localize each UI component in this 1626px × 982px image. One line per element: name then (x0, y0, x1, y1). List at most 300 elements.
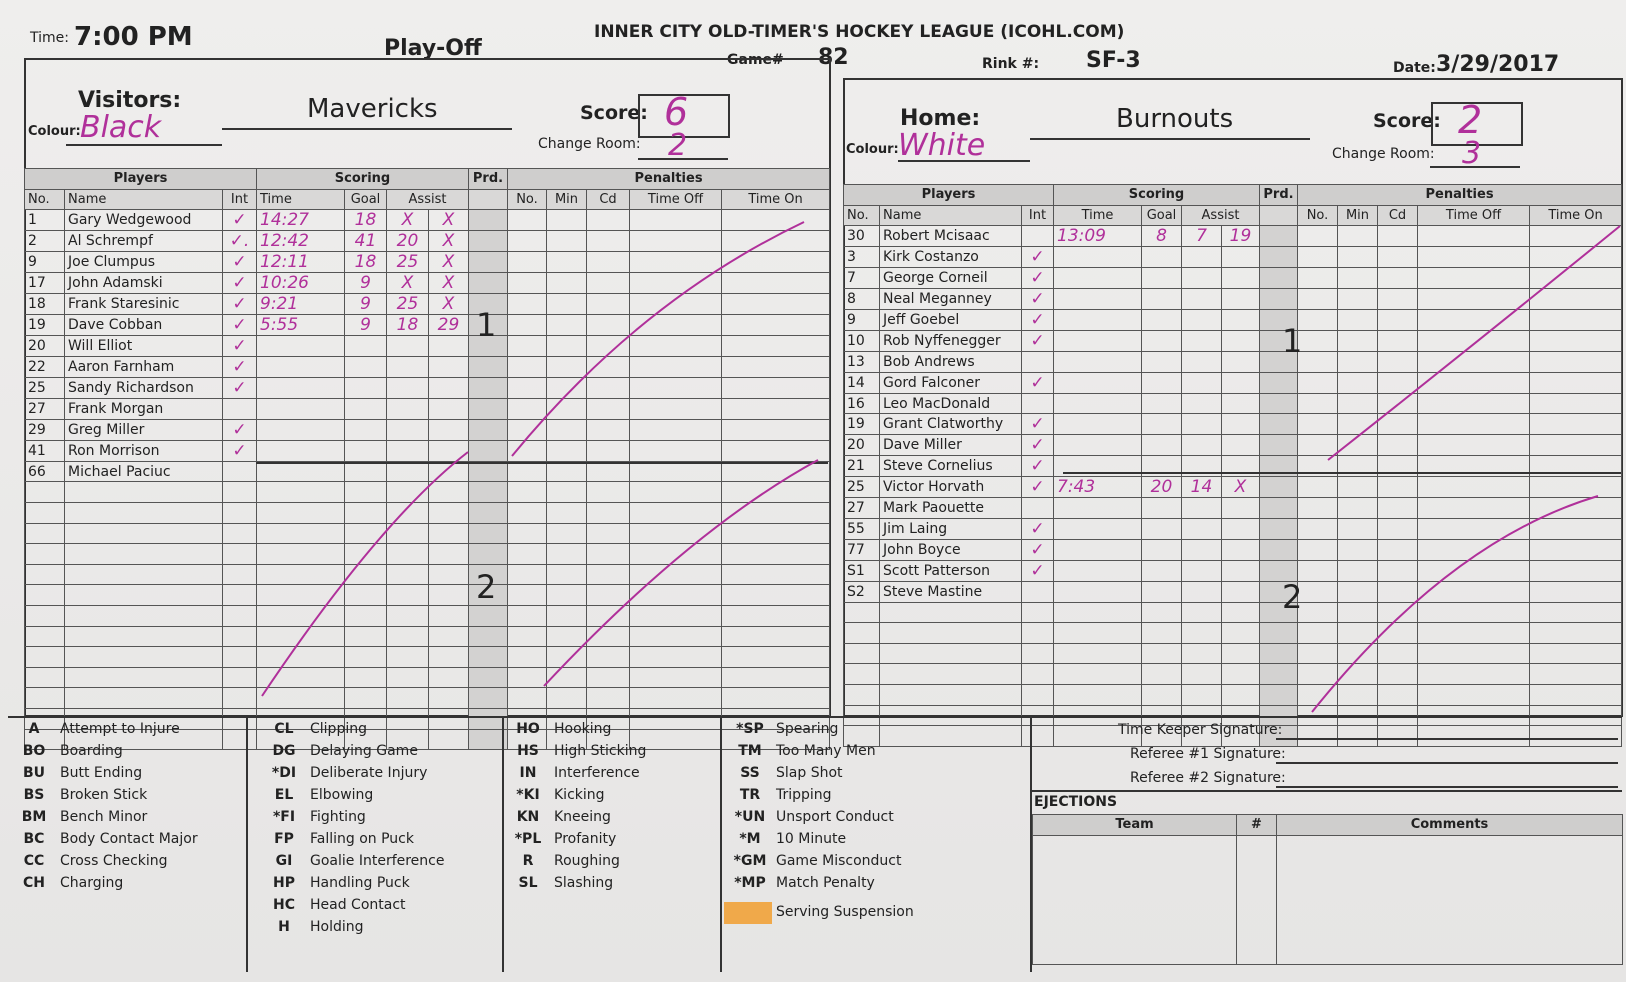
penalty-description: Interference (554, 765, 640, 781)
penalty-description: Clipping (310, 721, 367, 737)
scoring-caption: Scoring (257, 169, 469, 190)
home-colour-label: Colour: (846, 142, 899, 157)
player-name: Joe Clumpus (65, 252, 223, 273)
player-name: Sandy Richardson (65, 378, 223, 399)
goal-time: 7:43 (1054, 477, 1142, 498)
penalty-code: *DI (271, 765, 297, 781)
player-number: 77 (844, 539, 880, 560)
player-intent: ✓ (223, 336, 257, 357)
ejections-num-cell[interactable] (1237, 835, 1277, 964)
ejections-team-cell[interactable] (1033, 835, 1237, 964)
penalty-code: *GM (733, 853, 767, 869)
player-name: John Adamski (65, 273, 223, 294)
goal-time: 14:27 (257, 210, 345, 231)
col-assist: Assist (1182, 205, 1260, 226)
visitors-team: Mavericks (307, 94, 438, 124)
rink-value: SF-3 (1086, 48, 1141, 73)
penalty-code: FP (274, 831, 294, 847)
col-goal: Goal (345, 189, 387, 210)
player-intent: ✓ (223, 315, 257, 336)
col-time: Time (1054, 205, 1142, 226)
date-value: 3/29/2017 (1436, 52, 1560, 77)
penalty-code: CH (23, 875, 45, 891)
penalty-codes-col4 (728, 718, 905, 894)
penalty-code: R (522, 853, 534, 869)
player-number: S1 (844, 560, 880, 581)
goal-scorer: 9 (345, 315, 387, 336)
void-stroke (1312, 496, 1598, 712)
player-number: 29 (25, 419, 65, 440)
penalty-description: Cross Checking (60, 853, 168, 869)
legend-divider (502, 716, 504, 972)
goal-time: 12:11 (257, 252, 345, 273)
penalty-description: Tripping (776, 787, 832, 803)
void-stroke (512, 222, 804, 456)
penalty-codes-col2 (262, 718, 448, 938)
assist-1: 14 (1182, 477, 1222, 498)
player-intent: ✓ (1022, 477, 1054, 498)
goal-scorer: 18 (345, 210, 387, 231)
col-time-off: Time Off (1418, 205, 1530, 226)
player-number: 14 (844, 372, 880, 393)
player-name: Mark Paouette (880, 498, 1022, 519)
ejections-num-col: # (1237, 815, 1277, 836)
player-number: 9 (844, 310, 880, 331)
home-room: 3 (1462, 136, 1482, 171)
prd-caption: Prd. (1260, 185, 1298, 206)
penalty-code-row (262, 784, 448, 806)
col-int: Int (1022, 205, 1054, 226)
player-name: Al Schrempf (65, 231, 223, 252)
penalty-code: *FI (272, 809, 296, 825)
penalty-description: Too Many Men (776, 743, 876, 759)
penalty-code: DG (272, 743, 296, 759)
penalty-description: Profanity (554, 831, 617, 847)
goal-scorer: 8 (1142, 226, 1182, 247)
home-period-2: 2 (1282, 578, 1303, 616)
penalty-code-row (728, 784, 905, 806)
player-name: Steve Mastine (880, 581, 1022, 602)
player-number: 2 (25, 231, 65, 252)
player-number: 25 (25, 378, 65, 399)
home-room-label: Change Room: (1332, 146, 1435, 162)
player-number: 7 (844, 268, 880, 289)
penalty-description: Boarding (60, 743, 123, 759)
penalty-code: *PL (514, 831, 542, 847)
ejections-team-col: Team (1033, 815, 1237, 836)
penalty-code-row (506, 718, 650, 740)
assist-1: 7 (1182, 226, 1222, 247)
home-label: Home: (900, 106, 981, 131)
player-name: Bob Andrews (880, 352, 1022, 373)
goal-time: 10:26 (257, 273, 345, 294)
penalty-code: BO (22, 743, 46, 759)
penalty-code: KN (516, 809, 540, 825)
penalty-code-row (262, 718, 448, 740)
penalty-code-row (728, 740, 905, 762)
penalty-code: IN (519, 765, 537, 781)
penalty-description: Match Penalty (776, 875, 875, 891)
penalty-description: Goalie Interference (310, 853, 445, 869)
assist-1: 25 (387, 294, 429, 315)
penalty-code: *MP (734, 875, 766, 891)
penalty-code-row (12, 806, 202, 828)
player-name: George Corneil (880, 268, 1022, 289)
goal-scorer: 9 (345, 294, 387, 315)
legend-divider (720, 716, 722, 972)
player-name: Ron Morrison (65, 440, 223, 461)
penalty-code: SL (518, 875, 538, 891)
penalty-description: Broken Stick (60, 787, 148, 803)
prd-caption: Prd. (469, 169, 508, 190)
player-name: Robert Mcisaac (880, 226, 1022, 247)
assist-2: X (429, 210, 469, 231)
penalty-code: BC (23, 831, 45, 847)
penalty-code-row (506, 806, 650, 828)
assist-2: 19 (1222, 226, 1260, 247)
penalty-code: *UN (734, 809, 766, 825)
player-number: 21 (844, 456, 880, 477)
penalty-code-row (262, 872, 448, 894)
player-number: 17 (25, 273, 65, 294)
col-min: Min (1338, 205, 1378, 226)
ejections-title: EJECTIONS (1034, 794, 1118, 810)
penalty-description: Slashing (554, 875, 614, 891)
penalty-codes-col1 (12, 718, 202, 894)
ref2-label: Referee #2 Signature: (1130, 770, 1286, 786)
col-name: Name (65, 189, 223, 210)
player-intent: ✓ (1022, 289, 1054, 310)
player-name: Gary Wedgewood (65, 210, 223, 231)
penalty-description: Butt Ending (60, 765, 143, 781)
col-assist: Assist (387, 189, 469, 210)
player-number: 20 (844, 435, 880, 456)
assist-2: X (429, 231, 469, 252)
penalties-caption: Penalties (508, 169, 830, 190)
assist-2: X (429, 294, 469, 315)
player-number: 22 (25, 357, 65, 378)
penalty-code-row (262, 740, 448, 762)
penalty-description: Holding (310, 919, 364, 935)
goal-time: 9:21 (257, 294, 345, 315)
col-time: Time (257, 189, 345, 210)
goal-time: 5:55 (257, 315, 345, 336)
player-name: Kirk Costanzo (880, 247, 1022, 268)
penalty-code-row (12, 850, 202, 872)
penalty-description: Unsport Conduct (776, 809, 894, 825)
serving-suspension: Serving Suspension (776, 904, 914, 920)
player-intent: ✓ (223, 273, 257, 294)
col-name: Name (880, 205, 1022, 226)
player-number: 27 (844, 498, 880, 519)
penalty-codes-col3 (506, 718, 650, 894)
penalty-description: Attempt to Injure (60, 721, 180, 737)
penalty-code-row (262, 828, 448, 850)
penalty-description: Roughing (554, 853, 620, 869)
player-number: 27 (25, 399, 65, 420)
player-number: 13 (844, 352, 880, 373)
assist-1: 20 (387, 231, 429, 252)
goal-scorer: 9 (345, 273, 387, 294)
penalty-code: HP (273, 875, 295, 891)
player-name: Greg Miller (65, 419, 223, 440)
league-title: INNER CITY OLD-TIMER'S HOCKEY LEAGUE (ICOHL.COM) (594, 22, 1125, 42)
player-number: 25 (844, 477, 880, 498)
goal-scorer: 20 (1142, 477, 1182, 498)
player-intent: ✓. (223, 231, 257, 252)
player-number: 41 (25, 440, 65, 461)
assist-1: 25 (387, 252, 429, 273)
player-number: 3 (844, 247, 880, 268)
player-intent: ✓ (1022, 435, 1054, 456)
legend-divider (246, 716, 248, 972)
penalty-code: H (278, 919, 290, 935)
game-label: Game# (727, 52, 784, 68)
penalty-code-row (262, 894, 448, 916)
col-goal: Goal (1142, 205, 1182, 226)
penalty-code-row (506, 850, 650, 872)
players-caption: Players (844, 185, 1054, 206)
visitors-room: 2 (668, 128, 688, 163)
player-name: Frank Staresinic (65, 294, 223, 315)
col-time-off: Time Off (630, 189, 722, 210)
penalty-code: GI (275, 853, 293, 869)
player-number: 8 (844, 289, 880, 310)
player-name: Aaron Farnham (65, 357, 223, 378)
penalty-code: HC (273, 897, 295, 913)
player-number: 20 (25, 336, 65, 357)
penalty-code: EL (274, 787, 294, 803)
visitors-period-1: 1 (476, 306, 497, 344)
home-score-label: Score: (1373, 110, 1441, 132)
assist-1: 18 (387, 315, 429, 336)
penalty-code-row (12, 740, 202, 762)
rink-label: Rink #: (982, 56, 1040, 72)
penalty-description: 10 Minute (776, 831, 847, 847)
player-intent: ✓ (223, 419, 257, 440)
penalty-code-row (12, 828, 202, 850)
penalty-description: Game Misconduct (776, 853, 902, 869)
col-pen-no: No. (508, 189, 547, 210)
penalty-code-row (506, 762, 650, 784)
penalty-description: Handling Puck (310, 875, 410, 891)
penalty-description: Hooking (554, 721, 612, 737)
player-intent: ✓ (1022, 414, 1054, 435)
col-min: Min (547, 189, 587, 210)
penalty-code-row (728, 828, 905, 850)
penalty-description: Fighting (310, 809, 366, 825)
penalty-description: Head Contact (310, 897, 406, 913)
player-name: Leo MacDonald (880, 393, 1022, 414)
penalty-code: A (28, 721, 40, 737)
visitors-score: 6 (664, 90, 689, 134)
player-name: Michael Paciuc (65, 461, 223, 482)
penalty-code: BS (23, 787, 45, 803)
game-type: Play-Off (384, 36, 482, 61)
assist-1: X (387, 210, 429, 231)
home-team: Burnouts (1116, 104, 1234, 134)
player-name: Dave Cobban (65, 315, 223, 336)
col-no: No. (844, 205, 880, 226)
void-stroke (544, 460, 818, 686)
visitors-room-label: Change Room: (538, 136, 641, 152)
ref1-line[interactable] (1276, 762, 1618, 764)
player-intent: ✓ (1022, 310, 1054, 331)
player-number: 55 (844, 518, 880, 539)
col-cd: Cd (1378, 205, 1418, 226)
penalty-code-row (506, 784, 650, 806)
player-number: 10 (844, 331, 880, 352)
ejections-comments-cell[interactable] (1277, 835, 1623, 964)
penalty-description: Elbowing (310, 787, 374, 803)
game-number: 82 (818, 45, 849, 70)
date-label: Date: (1393, 60, 1436, 76)
ref1-label: Referee #1 Signature: (1130, 746, 1286, 762)
assist-2: 29 (429, 315, 469, 336)
visitors-score-label: Score: (580, 102, 648, 124)
player-intent: ✓ (223, 378, 257, 399)
player-number: 19 (844, 414, 880, 435)
player-intent: ✓ (1022, 372, 1054, 393)
player-name: Victor Horvath (880, 477, 1022, 498)
penalty-description: Slap Shot (776, 765, 843, 781)
player-number: S2 (844, 581, 880, 602)
void-stroke (1328, 226, 1620, 460)
penalty-description: Falling on Puck (310, 831, 414, 847)
player-number: 1 (25, 210, 65, 231)
goal-scorer: 18 (345, 252, 387, 273)
player-name: Grant Clatworthy (880, 414, 1022, 435)
scoring-caption: Scoring (1054, 185, 1260, 206)
penalty-code: HO (516, 721, 540, 737)
penalty-description: Bench Minor (60, 809, 148, 825)
goal-scorer: 41 (345, 231, 387, 252)
assist-2: X (429, 273, 469, 294)
player-name: Gord Falconer (880, 372, 1022, 393)
penalty-code: *KI (516, 787, 540, 803)
penalty-code-row (12, 762, 202, 784)
time-label: Time: (30, 30, 69, 46)
penalty-code-row (262, 850, 448, 872)
penalty-code: HS (517, 743, 539, 759)
player-intent: ✓ (223, 440, 257, 461)
penalty-code-row (262, 806, 448, 828)
penalty-code-row (506, 740, 650, 762)
penalty-code-row (728, 806, 905, 828)
player-intent: ✓ (223, 252, 257, 273)
penalty-code-row (506, 828, 650, 850)
penalty-code-row (12, 872, 202, 894)
penalty-code-row (728, 718, 905, 740)
players-caption: Players (25, 169, 257, 190)
player-number: 19 (25, 315, 65, 336)
assist-2: X (1222, 477, 1260, 498)
goal-time: 13:09 (1054, 226, 1142, 247)
visitors-colour-label: Colour: (28, 124, 81, 139)
penalty-code: CL (274, 721, 294, 737)
player-intent: ✓ (223, 210, 257, 231)
goal-time: 12:42 (257, 231, 345, 252)
assist-1: X (387, 273, 429, 294)
penalty-code: TR (739, 787, 761, 803)
player-intent: ✓ (1022, 560, 1054, 581)
penalty-description: Charging (60, 875, 124, 891)
player-name: Frank Morgan (65, 399, 223, 420)
penalty-code-row (728, 762, 905, 784)
timekeeper-label: Time Keeper Signature: (1118, 722, 1283, 738)
player-intent: ✓ (223, 357, 257, 378)
player-name: Jim Laing (880, 518, 1022, 539)
player-name: Dave Miller (880, 435, 1022, 456)
visitors-label: Visitors: (78, 88, 182, 113)
penalty-description: High Sticking (554, 743, 647, 759)
penalty-description: Delaying Game (310, 743, 418, 759)
col-int: Int (223, 189, 257, 210)
serving-swatch (724, 902, 772, 924)
player-name: John Boyce (880, 539, 1022, 560)
home-period-1: 1 (1282, 322, 1303, 360)
penalty-description: Kneeing (554, 809, 611, 825)
player-name: Jeff Goebel (880, 310, 1022, 331)
visitors-colour: Black (80, 110, 162, 145)
player-intent: ✓ (223, 294, 257, 315)
col-time-on: Time On (722, 189, 830, 210)
player-name: Neal Meganney (880, 289, 1022, 310)
penalties-caption: Penalties (1298, 185, 1622, 206)
player-intent: ✓ (1022, 456, 1054, 477)
col-no: No. (25, 189, 65, 210)
player-number: 16 (844, 393, 880, 414)
penalty-code: BU (22, 765, 46, 781)
ejections-table (1032, 814, 1623, 965)
col-time-on: Time On (1530, 205, 1622, 226)
penalty-code-row (262, 762, 448, 784)
penalty-code-row (728, 850, 905, 872)
player-number: 30 (844, 226, 880, 247)
penalty-code-row (12, 718, 202, 740)
player-name: Steve Cornelius (880, 456, 1022, 477)
penalty-description: Kicking (554, 787, 605, 803)
home-colour: White (898, 128, 986, 163)
ref2-line[interactable] (1276, 786, 1618, 788)
penalty-code: BM (21, 809, 47, 825)
penalty-code-row (728, 872, 905, 894)
penalty-description: Spearing (776, 721, 839, 737)
void-stroke (262, 452, 468, 696)
timekeeper-line[interactable] (1276, 738, 1618, 740)
player-intent: ✓ (1022, 247, 1054, 268)
col-cd: Cd (587, 189, 630, 210)
player-number: 18 (25, 294, 65, 315)
player-intent: ✓ (1022, 539, 1054, 560)
penalty-code: *SP (736, 721, 764, 737)
penalty-code: SS (740, 765, 760, 781)
penalty-code-row (506, 872, 650, 894)
ejections-comments-col: Comments (1277, 815, 1623, 836)
player-number: 66 (25, 461, 65, 482)
penalty-code: TM (738, 743, 762, 759)
player-intent: ✓ (1022, 268, 1054, 289)
penalty-code: CC (23, 853, 45, 869)
penalty-code-row (12, 784, 202, 806)
player-name: Scott Patterson (880, 560, 1022, 581)
penalty-description: Deliberate Injury (310, 765, 428, 781)
player-intent: ✓ (1022, 518, 1054, 539)
penalty-code: *M (739, 831, 761, 847)
penalty-description: Body Contact Major (60, 831, 198, 847)
visitors-period-2: 2 (476, 568, 497, 606)
player-name: Rob Nyffenegger (880, 331, 1022, 352)
